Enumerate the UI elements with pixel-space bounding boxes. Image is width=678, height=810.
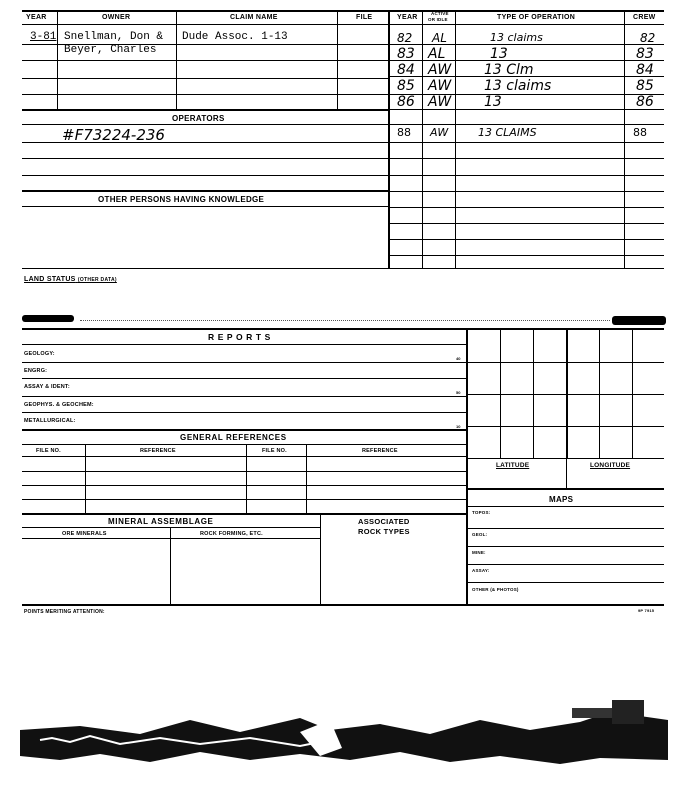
other-persons-rule — [22, 206, 388, 207]
land-status-label: LAND STATUS — [24, 276, 76, 283]
divider-file — [388, 10, 390, 268]
row-rule-right — [388, 44, 664, 45]
activity-crew: 88 — [633, 126, 647, 139]
report-rule — [22, 412, 466, 413]
row-rule-right — [388, 124, 664, 125]
row-rule-right — [388, 268, 664, 269]
maps-topos: TOPOS: — [472, 510, 491, 515]
gen-ref-divider — [85, 444, 86, 514]
row-rule-right — [388, 207, 664, 208]
report-rule — [22, 362, 466, 363]
gen-ref-file-no: FILE NO. — [36, 448, 61, 454]
activity-operation: 13 — [490, 46, 508, 62]
activity-crew: 82 — [640, 31, 656, 45]
maps-geol: GEOL: — [472, 532, 488, 537]
activity-operation: 13 — [484, 94, 502, 110]
entry-claim: Dude Assoc. 1-13 — [182, 31, 288, 43]
activity-year: 88 — [397, 126, 411, 139]
scan-bar-right — [612, 316, 666, 325]
general-references-rule — [22, 444, 466, 445]
divider-active — [455, 10, 456, 268]
maps-mine: MINE: — [472, 550, 486, 555]
header-active-1: ACTIVE — [431, 11, 449, 16]
reports-title-rule — [22, 344, 466, 345]
header-year-2: YEAR — [397, 14, 418, 21]
entry-owner-line2: Beyer, Charles — [64, 44, 157, 56]
report-rule — [22, 378, 466, 379]
row-rule-right — [388, 223, 664, 224]
section-bottom-rule — [22, 268, 388, 269]
reports-section — [0, 328, 678, 618]
entry-owner-line1: Snellman, Don & — [64, 31, 164, 43]
gen-ref-header-rule — [22, 456, 466, 457]
scan-noise-strip — [0, 690, 678, 790]
activity-year: 85 — [397, 78, 415, 94]
report-item: ASSAY & IDENT: — [24, 384, 70, 390]
row-rule-right — [388, 158, 664, 159]
assoc-rock-2: ROCK TYPES — [358, 527, 410, 536]
entry-year: 3-81 — [30, 31, 57, 43]
mineral-header-rule — [22, 538, 320, 539]
activity-year: 86 — [397, 94, 415, 110]
lat-long-divider — [566, 458, 567, 488]
operators-title: OPERATORS — [172, 114, 225, 123]
header-crew: CREW — [633, 14, 656, 21]
row-rule-right — [388, 255, 664, 256]
report-item: METALLURGICAL: — [24, 418, 76, 424]
grid-line-h — [466, 426, 664, 427]
maps-assay: ASSAY: — [472, 568, 490, 573]
activity-year: 82 — [397, 31, 413, 45]
rock-forming: ROCK FORMING, ETC. — [200, 531, 263, 537]
header-year: YEAR — [26, 14, 47, 21]
gen-ref-bottom-rule — [22, 513, 466, 515]
row-rule — [22, 78, 388, 79]
activity-status: AL — [432, 31, 447, 45]
activity-status: AL — [428, 46, 446, 62]
maps-title: MAPS — [549, 495, 574, 504]
header-claim-name: CLAIM NAME — [230, 14, 278, 21]
activity-crew: 84 — [636, 62, 654, 78]
divider-year2 — [422, 10, 423, 268]
maps-rule — [466, 564, 664, 565]
gen-ref-reference-2: REFERENCE — [362, 448, 398, 454]
row-rule — [22, 109, 388, 111]
activity-crew: 86 — [636, 94, 654, 110]
reports-bottom-rule — [22, 604, 664, 606]
top-section — [0, 0, 678, 300]
report-item: ENGRG: — [24, 368, 48, 374]
activity-crew: 83 — [636, 46, 654, 62]
activity-year: 83 — [397, 46, 415, 62]
activity-status: AW — [430, 126, 449, 139]
latitude-label: LATITUDE — [496, 462, 530, 469]
grid-line — [533, 328, 534, 458]
maps-rule — [466, 546, 664, 547]
report-item-num: 10 — [456, 424, 461, 429]
header-type-operation: TYPE OF OPERATION — [497, 14, 576, 21]
activity-year: 84 — [397, 62, 415, 78]
header-top-rule — [22, 10, 664, 12]
form-number: 9P 7915 — [638, 608, 655, 613]
reports-right-divider — [466, 328, 468, 604]
reports-title: R E P O R T S — [208, 332, 271, 342]
row-rule-right — [388, 239, 664, 240]
ore-minerals: ORE MINERALS — [62, 531, 107, 537]
divider-type — [624, 10, 625, 268]
row-rule-right — [388, 175, 664, 176]
gen-ref-reference: REFERENCE — [140, 448, 176, 454]
operators-line — [22, 142, 388, 143]
gen-ref-divider — [306, 444, 307, 514]
grid-line — [500, 328, 501, 458]
general-references-title: GENERAL REFERENCES — [180, 433, 287, 442]
other-persons-title: OTHER PERSONS HAVING KNOWLEDGE — [98, 195, 265, 204]
mineral-title-rule — [22, 527, 320, 528]
gen-ref-divider — [246, 444, 247, 514]
activity-status: AW — [428, 78, 452, 94]
report-item: GEOPHYS. & GEOCHEM: — [24, 402, 94, 408]
report-rule — [22, 429, 466, 431]
grid-line-h — [466, 362, 664, 363]
activity-operation: 13 Clm — [484, 62, 534, 78]
scan-dotted-rule — [80, 320, 610, 321]
report-item-num: 50 — [456, 390, 461, 395]
mineral-title: MINERAL ASSEMBLAGE — [108, 517, 214, 526]
maps-rule — [466, 528, 664, 529]
report-item-num: 40 — [456, 356, 461, 361]
longitude-label: LONGITUDE — [590, 462, 631, 469]
maps-rule — [466, 582, 664, 583]
header-owner: OWNER — [102, 14, 131, 21]
operators-line — [22, 175, 388, 176]
row-rule — [22, 94, 388, 95]
gen-ref-rule — [22, 485, 466, 486]
activity-operation: 13 claims — [490, 31, 543, 44]
grid-line — [632, 328, 633, 458]
row-rule-right — [388, 191, 664, 192]
maps-other: OTHER (& PHOTOS) — [472, 587, 519, 592]
activity-status: AW — [428, 94, 452, 110]
header-file: FILE — [356, 14, 373, 21]
mineral-divider — [170, 527, 171, 604]
report-rule — [22, 396, 466, 397]
gen-ref-file-no-2: FILE NO. — [262, 448, 287, 454]
operators-line — [22, 158, 388, 159]
operators-value: #F73224-236 — [62, 126, 165, 144]
header-active-2: OR IDLE — [428, 17, 448, 22]
row-rule-right — [388, 142, 664, 143]
activity-crew: 85 — [636, 78, 654, 94]
grid-line — [599, 328, 600, 458]
land-status-title — [24, 276, 117, 283]
header-bottom-rule — [22, 24, 664, 25]
maps-top-rule — [466, 488, 664, 490]
gen-ref-rule — [22, 499, 466, 500]
points-meriting-label: POINTS MERITING ATTENTION: — [24, 609, 105, 615]
gen-ref-rule — [22, 471, 466, 472]
scan-bar-left — [22, 315, 74, 322]
row-rule — [22, 60, 388, 61]
grid-line-h — [466, 394, 664, 395]
operators-bottom-rule — [22, 190, 388, 192]
activity-operation: 13 claims — [484, 78, 552, 94]
operators-rule — [22, 124, 388, 125]
activity-operation: 13 CLAIMS — [478, 126, 537, 139]
grid-line — [566, 328, 568, 458]
report-item: GEOLOGY: — [24, 351, 55, 357]
grid-line-h — [466, 458, 664, 459]
mineral-divider — [320, 513, 321, 604]
assoc-rock-1: ASSOCIATED — [358, 517, 410, 526]
land-status-sub: (OTHER DATA) — [77, 277, 117, 283]
activity-status: AW — [428, 62, 452, 78]
maps-title-rule — [466, 506, 664, 507]
